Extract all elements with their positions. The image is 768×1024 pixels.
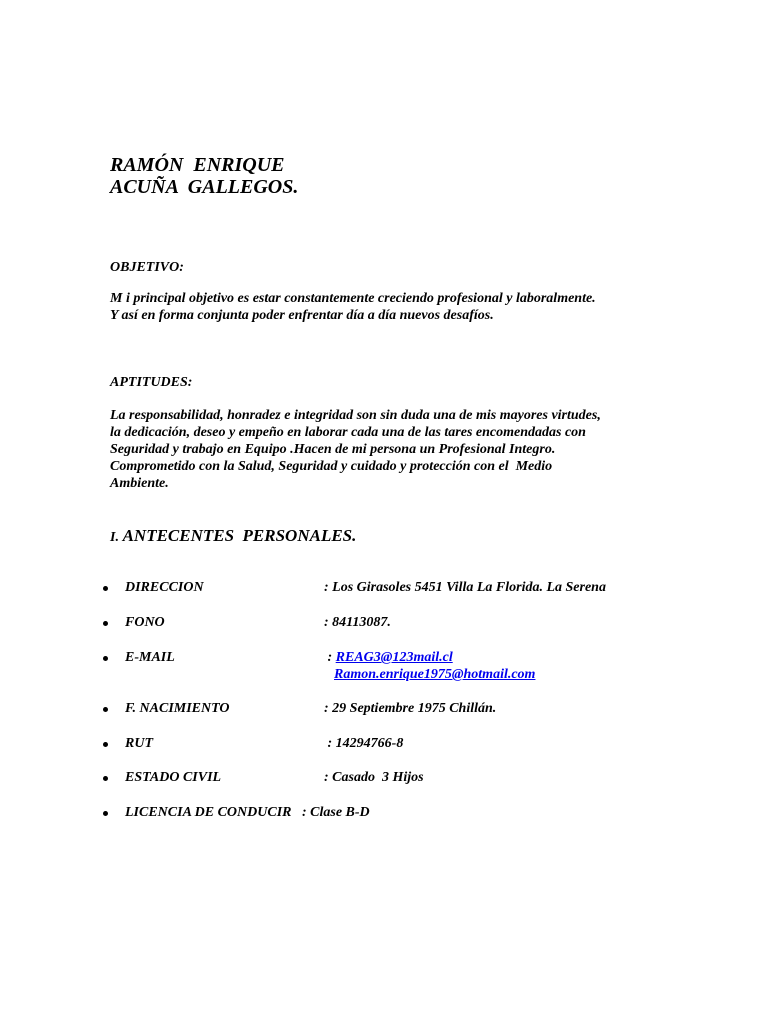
field-value bbox=[324, 649, 453, 666]
bullet-icon bbox=[103, 656, 108, 661]
full-name bbox=[110, 154, 298, 198]
field-label: DIRECCION bbox=[125, 580, 204, 595]
field-row-email bbox=[0, 649, 768, 666]
objetivo-heading: OBJETIVO: bbox=[110, 260, 184, 275]
bullet-icon bbox=[103, 707, 108, 712]
field-value: : 14294766-8 bbox=[324, 736, 404, 751]
field-value: : 29 Septiembre 1975 Chillán. bbox=[324, 701, 497, 716]
aptitudes-heading: APTITUDES: bbox=[110, 375, 193, 390]
field-label: F. NACIMIENTO bbox=[125, 701, 230, 716]
objetivo-line: Y así en forma conjunta poder enfrentar día a día nuevos desafíos. bbox=[110, 308, 494, 323]
section-title-text: ANTECENTES PERSONALES. bbox=[118, 526, 357, 545]
field-row-fono bbox=[0, 614, 768, 631]
bullet-icon bbox=[103, 811, 108, 816]
name-line-2: ACUÑA GALLEGOS. bbox=[110, 176, 299, 198]
field-value: : Los Girasoles 5451 Villa La Florida. La Serena bbox=[324, 580, 606, 595]
field-row-estado-civil bbox=[0, 769, 768, 786]
aptitudes-line: Ambiente. bbox=[110, 476, 169, 491]
aptitudes-line: Comprometido con la Salud, Seguridad y cuidado y protección con el Medio bbox=[110, 459, 553, 474]
objetivo-paragraph bbox=[110, 290, 670, 324]
email-link-1[interactable]: REAG3@123mail.cl bbox=[335, 650, 453, 665]
field-value: : Casado 3 Hijos bbox=[324, 770, 424, 785]
email-separator: : bbox=[324, 650, 336, 665]
aptitudes-line: La responsabilidad, honradez e integridad son sin duda una de mis mayores virtudes, bbox=[110, 408, 601, 423]
aptitudes-paragraph bbox=[110, 407, 670, 492]
antecedentes-title bbox=[110, 526, 356, 548]
section-number: I. bbox=[110, 530, 119, 545]
field-row-nacimiento bbox=[0, 700, 768, 717]
aptitudes-line: la dedicación, deseo y empeño en laborar cada una de las tares encomendadas con bbox=[110, 425, 586, 440]
bullet-icon bbox=[103, 621, 108, 626]
field-label: RUT bbox=[125, 736, 153, 751]
field-row-rut bbox=[0, 735, 768, 752]
email-link-2[interactable]: Ramon.enrique1975@hotmail.com bbox=[334, 667, 536, 682]
field-label: FONO bbox=[125, 615, 165, 630]
name-line-1: RAMÓN ENRIQUE bbox=[110, 154, 285, 176]
field-row-licencia bbox=[0, 804, 768, 821]
licencia-value: : Clase B-D bbox=[291, 805, 370, 820]
field-value: : 84113087. bbox=[324, 615, 391, 630]
field-label: E-MAIL bbox=[125, 650, 175, 665]
licencia-label: LICENCIA DE CONDUCIR bbox=[125, 805, 292, 820]
aptitudes-line: Seguridad y trabajo en Equipo .Hacen de mi persona un Profesional Integro. bbox=[110, 442, 556, 457]
email-row-2 bbox=[334, 666, 535, 683]
field-label: ESTADO CIVIL bbox=[125, 770, 222, 785]
objetivo-line: M i principal objetivo es estar constantemente creciendo profesional y laboralmente. bbox=[110, 291, 596, 306]
field-label bbox=[125, 804, 370, 821]
bullet-icon bbox=[103, 742, 108, 747]
bullet-icon bbox=[103, 586, 108, 591]
field-row-direccion bbox=[0, 579, 768, 596]
bullet-icon bbox=[103, 776, 108, 781]
